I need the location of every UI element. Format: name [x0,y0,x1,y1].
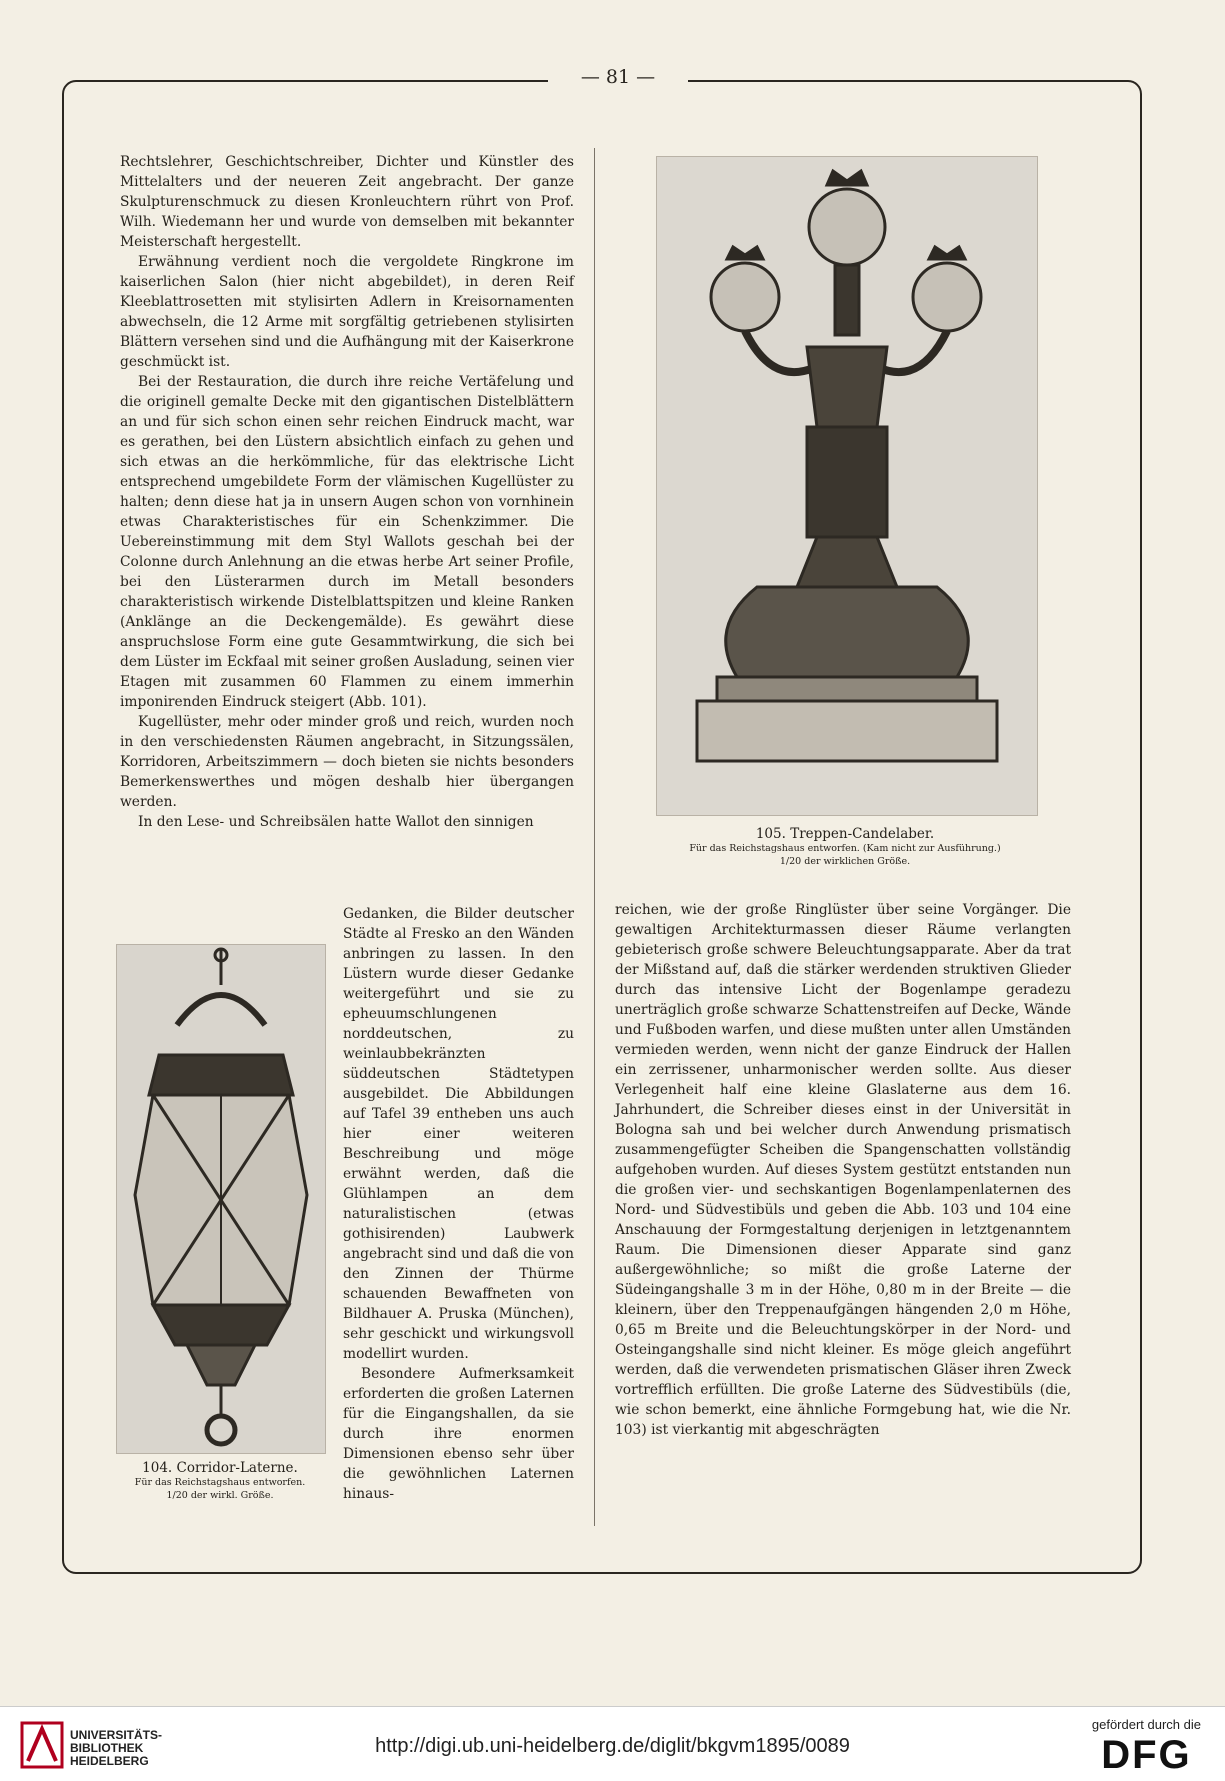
paragraph: reichen, wie der große Ringlüster über seine Vorgänger. Die gewaltigen Architekturmassen dieser Räume verlangten gebieterisch große schwere Beleuchtungsapparate. Aber da trat der Mißstand auf, daß die stärker werdenden struktiven Glieder durch das intensive Licht der Bogenlampe geradezu unerträglich große schwarze Schattenstreifen auf Decke, Wände und Fußboden warfen, und diese mußten unter allen Umständen vermieden werden, wenn nicht der ganze Eindruck der Hallen ein zerrissener, unharmonischer werden sollte. Aus dieser Verlegenheit half eine kleine Glaslaterne aus dem 16. Jahrhundert, die Schreiber dieses einst in der Universität in Bologna sah und bei welcher durch Anwendung prismatisch zusammengefügter Scheiben die Spangenschatten vollständig aufgehoben wurden. Auf dieses System gestützt entstanden nun die großen vier- und sechskantigen Bogenlampenlaternen des Nord- und Südvestibüls und geben die Abb. 103 und 104 eine Anschauung der Formgestaltung derjenigen in letztgenanntem Raum. Die Dimensionen dieser Apparate sind ganz außergewöhnliche; so mißt die große Laterne der Südeingangshalle 3 m in der Höhe, 0,80 m in der Breite — die kleinern, über den Treppenaufgängen hängenden 2,0 m Höhe, 0,65 m Breite und die Beleuchtungskörper in der Nord- und Osteingangshalle sind nicht kleiner. Es möge gleich angeführt werden, daß die verwendeten prismatischen Gläser ihren Zweck vortrefflich erfüllten. Die große Laterne des Südvestibüls (die, wie schon bemerkt, eine ähnliche Formgebung hat, wie die Nr. 103) ist vierkantig mit abgeschrägten [615,902,1071,1438]
paragraph: Erwähnung verdient noch die vergoldete Ringkrone im kaiserlichen Salon (hier nicht abgebildet), in deren Reif Kleeblattrosetten mit stylisirten Adlern in Kreisornamenten abwechseln, die 12 Arme mit sorgfältig getriebenen stylisirten Blättern versehen sind und die Aufhängung mit der Kaiserkrone geschmückt ist. [120,254,574,370]
column-divider [594,148,595,1526]
source-url[interactable]: http://digi.ub.uni-heidelberg.de/diglit/bkgvm1895/0089 [375,1735,850,1757]
viewer-footer [0,1706,1225,1781]
paragraph: Rechtslehrer, Geschichtschreiber, Dichter und Künstler des Mittelalters und der neueren Zeit angebracht. Der ganze Skulpturenschmuck zu diesen Kronleuchtern rührt von Prof. Wilh. Wiedemann her und wurde von demselben mit bekannter Meisterschaft hergestellt. [120,154,574,250]
figure-104-caption [116,1460,324,1502]
page-number: — 81 — [548,66,688,88]
right-column [615,900,1071,1440]
figure-104-image [116,944,326,1454]
paragraph: In den Lese- und Schreibsälen hatte Wallot den sinnigen [138,814,534,830]
figure-105-image [656,156,1038,816]
sponsor-block [1092,1717,1201,1778]
left-column-wrap [343,904,574,1504]
dfg-logo: DFG [1101,1733,1192,1777]
figure-note: Für das Reichstagshaus entworfen. [134,1477,306,1488]
figure-105-caption [610,826,1080,868]
left-column-top [120,152,574,832]
figure-note: Für das Reichstagshaus entworfen. (Kam nicht zur Ausführung.) [689,843,1001,854]
paragraph: Bei der Restauration, die durch ihre reiche Vertäfelung und die originell gemalte Decke mit den gigantischen Distelblättern an und für sich schon einen sehr reichen Eindruck macht, war es gerathen, bei den Lüstern absichtlich einfach zu gehen und sich etwas an die herkömmliche, für das elektrische Licht entsprechend umgebildete Form der vlämischen Kugellüster zu halten; denn diese hat ja in unsern Augen schon von vornhinein etwas Charakteristisches für ein Schenkzimmer. Die Uebereinstimmung mit dem Styl Wallots geschah bei der Colonne durch Anlehnung an die etwas herbe Art seiner Profile, bei den Lüsterarmen durch im Metall besonders charakteristisch wirkende Distelblattspitzen und kleine Ranken (Anklänge an die Deckengemälde). Es gewährt diese anspruchslose Form eine gute Gesammtwirkung, die sich bei dem Lüster im Eckfaal mit seiner großen Ausladung, seinen vier Etagen mit zusammen 60 Flammen zu einem immerhin imponirenden Eindruck steigert (Abb. 101). [120,374,574,710]
figure-scale: 1/20 der wirklichen Größe. [779,856,911,867]
paragraph: Kugellüster, mehr oder minder groß und reich, wurden noch in den verschiedensten Räumen angebracht, in Sitzungssälen, Korridoren, Arbeitszimmern — doch bieten sie nichts besonders Bemerkenswerthes und mögen deshalb hier übergangen werden. [120,714,574,810]
library-name: UNIVERSITÄTS- BIBLIOTHEK HEIDELBERG [70,1728,163,1768]
paragraph: Gedanken, die Bilder deutscher Städte al Fresko an den Wänden anbringen zu lassen. In den Lüstern wurde dieser Gedanke weitergeführt und sie zu epheuumschlungenen norddeutschen, zu weinlaubbekränzten süddeutschen Städtetypen ausgebildet. Die Abbildungen auf Tafel 39 entheben uns auch hier einer weiteren Beschreibung und möge erwähnt werden, daß die Glühlampen an dem naturalistischen (etwas gothisirenden) Laubwerk angebracht sind und daß die von den Zinnen der Thürme schauenden Bewaffneten von Bildhauer A. Pruska (München), sehr geschickt und wirkungsvoll modellirt wurden. [343,906,574,1362]
figure-scale: 1/20 der wirkl. Größe. [166,1490,274,1501]
figure-title: 105. Treppen-Candelaber. [755,826,935,842]
figure-title: 104. Corridor-Laterne. [142,1460,298,1476]
paragraph: Besondere Aufmerksamkeit erforderten die großen Laternen für die Eingangshallen, da sie durch ihre enormen Dimensionen ebenso sehr über die gewöhnlichen Laternen hinaus- [343,1366,574,1502]
sponsor-note: gefördert durch die [1091,1717,1201,1732]
